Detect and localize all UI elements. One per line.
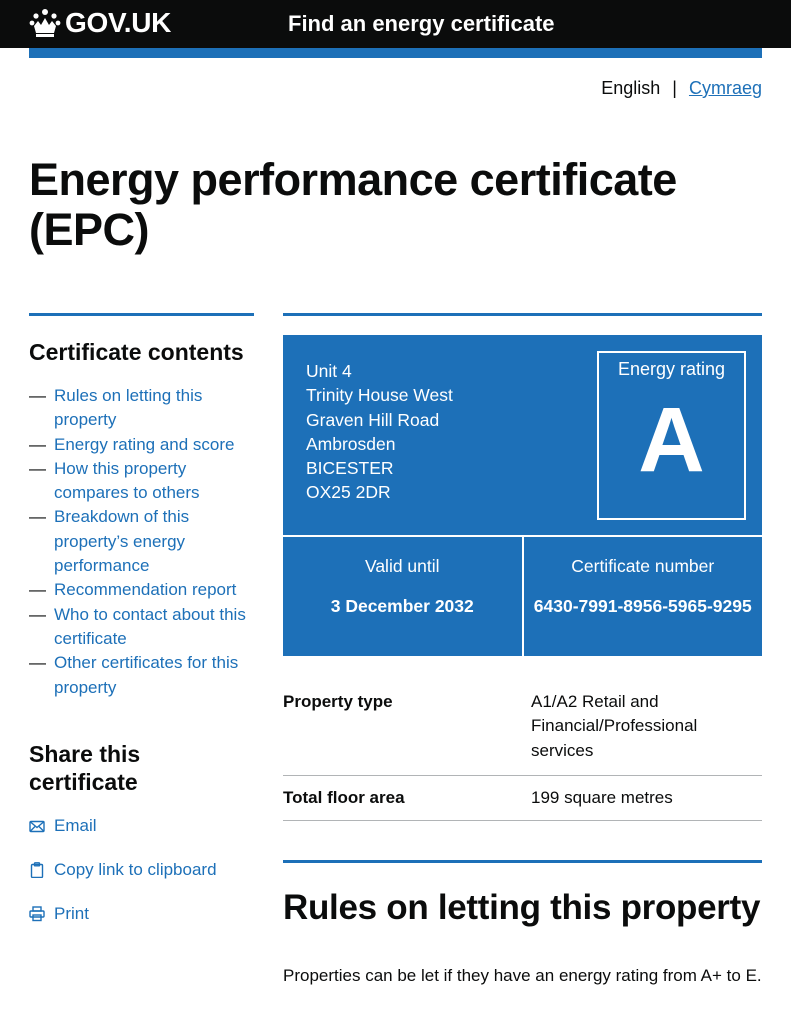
contents-item bbox=[29, 433, 254, 457]
language-switcher bbox=[601, 78, 762, 99]
share-print[interactable] bbox=[29, 902, 254, 926]
summary-row bbox=[283, 686, 762, 776]
share-email-link[interactable]: Email bbox=[54, 815, 97, 835]
printer-icon bbox=[29, 906, 45, 922]
contents-link-compare[interactable]: How this property compares to others bbox=[54, 458, 200, 503]
share-copy-link[interactable] bbox=[29, 858, 254, 882]
govuk-logo-link[interactable] bbox=[29, 7, 171, 39]
main-content bbox=[283, 313, 762, 988]
envelope-icon bbox=[29, 818, 45, 834]
contents-link-recommendation[interactable]: Recommendation report bbox=[54, 580, 237, 600]
language-separator: | bbox=[672, 78, 677, 98]
contents-title: Certificate contents bbox=[29, 339, 244, 365]
summary-row bbox=[283, 776, 762, 821]
contents-link-other-certificates[interactable]: Other certificates for this property bbox=[54, 653, 239, 697]
contents-item bbox=[29, 578, 254, 602]
summary-value: 199 square metres bbox=[531, 787, 673, 807]
site-header bbox=[0, 0, 791, 48]
energy-rating-label: Energy rating bbox=[617, 359, 726, 379]
epc-summary-box bbox=[283, 335, 762, 656]
address-line: Unit 4 bbox=[306, 361, 352, 381]
service-name-link[interactable]: Find an energy certificate bbox=[288, 11, 555, 36]
crown-icon bbox=[29, 8, 61, 38]
epc-summary-top bbox=[283, 335, 762, 535]
address-line: Ambrosden bbox=[306, 433, 396, 454]
logo-text: GOV.UK bbox=[65, 7, 172, 38]
summary-key: Total floor area bbox=[283, 787, 405, 807]
energy-rating-value: A bbox=[638, 389, 705, 491]
valid-until-value: 3 December 2032 bbox=[330, 596, 474, 616]
epc-summary-bottom bbox=[283, 535, 762, 656]
certificate-number-cell bbox=[522, 537, 763, 656]
address-line: BICESTER bbox=[306, 458, 394, 479]
contents-link-rules[interactable]: Rules on letting this property bbox=[54, 386, 203, 430]
address-line: Trinity House West bbox=[306, 385, 453, 406]
property-address bbox=[306, 359, 453, 505]
dash-icon: — bbox=[29, 653, 46, 673]
address-line: Graven Hill Road bbox=[306, 409, 440, 430]
dash-icon: — bbox=[29, 507, 46, 527]
dash-icon: — bbox=[29, 386, 46, 405]
contents-list bbox=[29, 384, 254, 700]
section-rule bbox=[283, 860, 762, 863]
contents-item bbox=[29, 505, 254, 578]
clipboard-icon bbox=[29, 862, 45, 878]
dash-icon: — bbox=[29, 604, 46, 624]
valid-until-label: Valid until bbox=[364, 556, 440, 576]
contents-item bbox=[29, 457, 254, 506]
share-title: Share this certificate bbox=[29, 740, 141, 795]
valid-until-cell bbox=[283, 537, 522, 656]
rules-section-paragraph: Properties can be let if they have an energy rating from A+ to E. bbox=[283, 965, 762, 985]
rules-section-title: Rules on letting this property bbox=[283, 887, 761, 927]
property-summary-list bbox=[283, 686, 762, 821]
sidebar bbox=[29, 313, 254, 946]
energy-rating-box bbox=[597, 351, 746, 520]
header-blue-bar bbox=[29, 48, 762, 58]
summary-value: A1/A2 Retail and Financial/Professional services bbox=[531, 692, 698, 760]
address-line: OX25 2DR bbox=[306, 482, 391, 503]
share-copy-link-link[interactable]: Copy link to clipboard bbox=[54, 859, 217, 879]
main-top-rule bbox=[283, 313, 762, 316]
contents-item bbox=[29, 603, 254, 652]
dash-icon: — bbox=[29, 434, 46, 454]
share-email[interactable] bbox=[29, 814, 254, 838]
language-current: English bbox=[601, 78, 661, 98]
contents-link-rating[interactable]: Energy rating and score bbox=[54, 434, 235, 454]
page-title: Energy performance certificate (EPC) bbox=[29, 154, 677, 255]
certificate-number-label: Certificate number bbox=[571, 556, 715, 576]
contents-item bbox=[29, 651, 254, 700]
summary-key: Property type bbox=[283, 692, 393, 711]
certificate-number-value: 6430-7991-8956-5965-9295 bbox=[533, 596, 752, 616]
language-welsh-link[interactable]: Cymraeg bbox=[688, 78, 762, 98]
contents-link-breakdown[interactable]: Breakdown of this property’s energy performance bbox=[54, 507, 190, 576]
contents-item bbox=[29, 384, 254, 433]
share-print-link[interactable]: Print bbox=[54, 903, 89, 923]
contents-link-contact[interactable]: Who to contact about this certificate bbox=[54, 604, 246, 648]
dash-icon: — bbox=[29, 458, 46, 478]
dash-icon: — bbox=[29, 580, 46, 600]
